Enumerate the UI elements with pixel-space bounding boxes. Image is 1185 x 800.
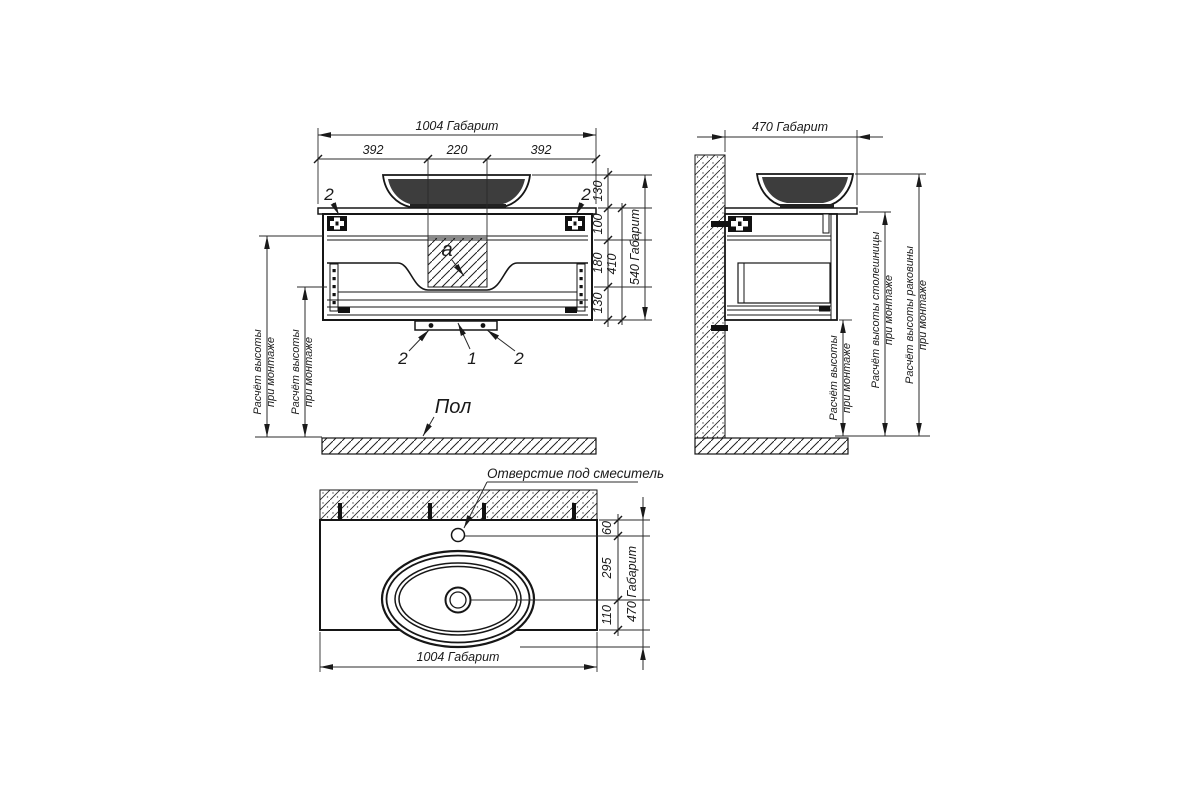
dim-label-100: 100 xyxy=(591,213,605,235)
drain-hole xyxy=(446,588,471,613)
dim-label-1004-front: 1004 Габарит xyxy=(415,119,499,133)
dim-label-410: 410 xyxy=(605,253,619,275)
dim-label-1004-plan: 1004 Габарит xyxy=(416,650,500,664)
floor-hatch-side xyxy=(695,438,848,454)
drawer-rail-left xyxy=(330,264,338,311)
drawer-box-side xyxy=(738,263,830,303)
drawer-rail-right xyxy=(577,264,585,311)
dim-front-mount-heights xyxy=(252,236,327,437)
side-sink-height-label-2: при монтаже xyxy=(917,280,929,350)
wall-hatch-side xyxy=(695,155,725,438)
dim-label-392-right: 392 xyxy=(530,143,552,157)
side-mount-height-label-2: при монтаже xyxy=(841,343,853,413)
side-view xyxy=(695,120,930,454)
plan-view xyxy=(320,466,664,672)
side-countertop-height-label-2: при монтаже xyxy=(883,275,895,345)
sink-zone-hatch xyxy=(428,238,487,287)
cabinet-side xyxy=(711,214,837,331)
sink-plan xyxy=(382,551,534,647)
mounting-bracket-front-right xyxy=(565,216,585,231)
mount-height-label-outer-1: Расчёт высоты xyxy=(252,329,264,415)
callout-2-bottom-right: 2 xyxy=(514,349,524,368)
floor-label-group xyxy=(423,396,471,436)
dim-label-130-top: 130 xyxy=(591,180,605,202)
bottom-mount-bracket xyxy=(415,321,497,330)
floor-label: Пол xyxy=(434,396,472,418)
dim-label-392-left: 392 xyxy=(362,143,384,157)
vessel-sink-side xyxy=(757,174,853,208)
mount-height-label-inner-2: при монтаже xyxy=(303,337,315,407)
side-mount-height-label-1: Расчёт высоты xyxy=(828,335,840,421)
callout-1-bottom: 1 xyxy=(467,349,477,368)
callout-2-bottom-left: 2 xyxy=(398,349,408,368)
dim-label-295: 295 xyxy=(600,557,614,579)
counter-support xyxy=(823,214,829,233)
dim-label-470-side: 470 Габарит xyxy=(752,120,828,134)
wall-anchor-pin-bottom xyxy=(711,325,728,331)
dim-label-110: 110 xyxy=(600,605,614,625)
vessel-sink-front xyxy=(383,175,530,208)
mount-height-label-inner-1: Расчёт высоты xyxy=(290,329,302,415)
dim-label-130-bottom: 130 xyxy=(591,292,605,314)
dim-label-470-plan: 470 Габарит xyxy=(625,546,639,622)
dim-label-180: 180 xyxy=(591,252,605,274)
wall-hatch-plan xyxy=(320,490,597,520)
dim-label-220: 220 xyxy=(446,143,468,157)
dim-label-540: 540 Габарит xyxy=(628,209,642,285)
faucet-hole xyxy=(452,529,465,542)
floor-hatch-front xyxy=(322,438,596,454)
callout-2-top-right: 2 xyxy=(581,185,591,204)
side-countertop-height-label-1: Расчёт высоты столешницы xyxy=(870,231,882,389)
side-sink-height-label-1: Расчёт высоты раковины xyxy=(904,246,916,384)
faucet-hole-label: Отверстие под смеситель xyxy=(487,466,665,481)
callout-2-top-left: 2 xyxy=(324,185,334,204)
front-view xyxy=(252,119,652,454)
callout-a: a xyxy=(441,239,453,261)
wall-anchor-pin-top xyxy=(711,221,728,227)
dim-label-60: 60 xyxy=(600,521,614,535)
mounting-bracket-front-left xyxy=(327,216,347,231)
mount-height-label-outer-2: при монтаже xyxy=(265,337,277,407)
